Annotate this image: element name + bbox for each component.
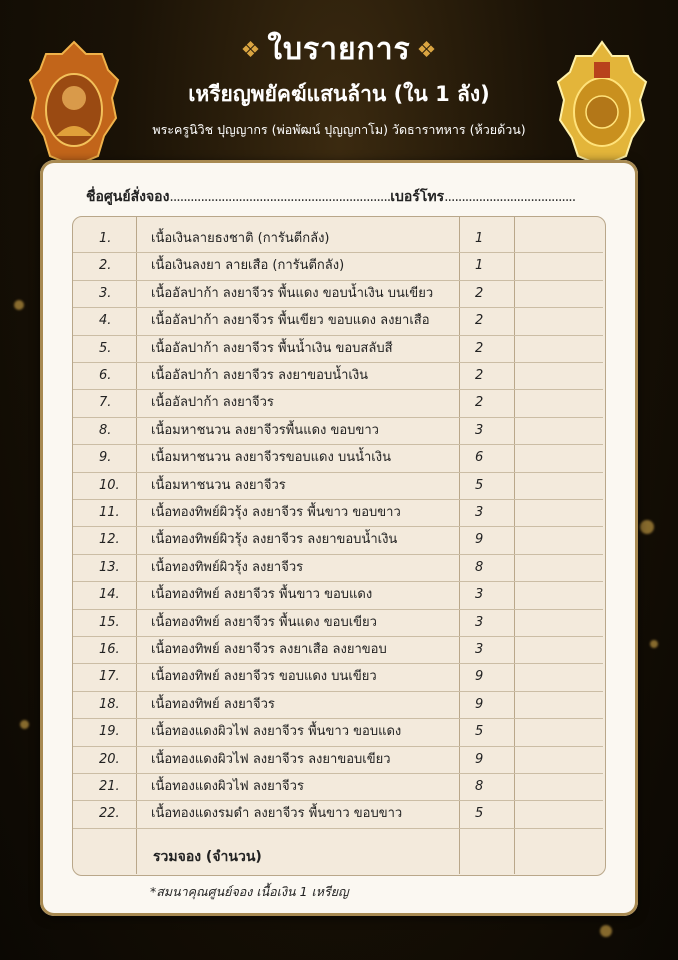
row-quantity: 2 (475, 285, 484, 301)
row-number: 10. (99, 477, 120, 493)
row-order-cell[interactable] (515, 499, 603, 526)
row-quantity: 2 (475, 395, 484, 411)
sparkle (14, 300, 24, 310)
row-number: 8. (99, 422, 112, 438)
row-quantity: 3 (475, 614, 484, 630)
row-order-cell[interactable] (515, 280, 603, 307)
sparkle (650, 640, 658, 648)
row-order-cell[interactable] (515, 718, 603, 745)
row-separator (73, 828, 603, 829)
row-quantity: 1 (475, 231, 484, 246)
footnote: *สมนาคุณศูนย์จอง เนื้อเงิน 1 เหรียญ (150, 884, 349, 899)
row-description: เนื้อทองทิพย์ ลงยาจีวร ลงยาเสือ ลงยาขอบ (151, 642, 387, 657)
row-order-cell[interactable] (515, 362, 603, 389)
row-number: 2. (99, 258, 112, 274)
row-order-cell[interactable] (515, 773, 603, 800)
row-number: 15. (99, 614, 120, 630)
row-description: เนื้ออัลปาก้า ลงยาจีวร พื้นแดง ขอบน้ำเงิน บนเขียว (151, 285, 434, 301)
table-row (73, 472, 603, 499)
sparkle (600, 925, 612, 937)
row-quantity: 2 (475, 340, 484, 356)
table-row (73, 526, 603, 553)
ornament-icon: ❖ (416, 38, 438, 63)
table-row (73, 389, 603, 416)
row-number: 11. (99, 505, 120, 520)
table-row (73, 417, 603, 444)
row-description: เนื้อทองทิพย์ผิวรุ้ง ลงยาจีวร (151, 559, 304, 575)
row-description: เนื้ออัลปาก้า ลงยาจีวร ลงยาขอบน้ำเงิน (151, 368, 369, 383)
row-description: เนื้อทองแดงรมดำ ลงยาจีวร พื้นขาว ขอบขาว (151, 806, 403, 822)
table-row (73, 280, 603, 307)
row-quantity: 1 (475, 258, 484, 274)
row-quantity: 5 (475, 724, 484, 740)
row-order-cell[interactable] (515, 609, 603, 636)
row-description: เนื้อทองทิพย์ ลงยาจีวร พื้นขาว ขอบแดง (151, 587, 373, 603)
row-quantity: 2 (475, 313, 484, 329)
row-order-cell[interactable] (515, 691, 603, 718)
table-row (73, 581, 603, 608)
row-order-cell[interactable] (515, 335, 603, 362)
table-row (73, 499, 603, 526)
table-row (73, 554, 603, 581)
row-order-cell[interactable] (515, 581, 603, 608)
table-row (73, 746, 603, 773)
ornament-icon: ❖ (240, 38, 262, 63)
row-description: เนื้อเงินลงยา ลายเสือ (การันตีกลัง) (151, 258, 345, 274)
table-row (73, 773, 603, 800)
table-row (73, 225, 603, 252)
row-description: เนื้อทองทิพย์ ลงยาจีวร ขอบแดง บนเขียว (151, 669, 377, 685)
row-description: เนื้อทองทิพย์ผิวรุ้ง ลงยาจีวร ลงยาขอบน้ำเงิน (151, 532, 398, 548)
row-description: เนื้อมหาชนวน ลงยาจีวรขอบแดง บนน้ำเงิน (151, 450, 391, 466)
row-quantity: 2 (475, 368, 484, 383)
row-description: เนื้ออัลปาก้า ลงยาจีวร พื้นเขียว ขอบแดง ลงยาเสือ (151, 313, 430, 329)
sparkle (20, 720, 29, 729)
row-number: 3. (99, 285, 112, 301)
row-quantity: 8 (475, 779, 484, 794)
row-order-cell[interactable] (515, 746, 603, 773)
row-quantity: 3 (475, 642, 484, 657)
row-order-cell[interactable] (515, 526, 603, 553)
row-description: เนื้อทองทิพย์ผิวรุ้ง ลงยาจีวร พื้นขาว ขอบขาว (151, 505, 401, 520)
table-row (73, 691, 603, 718)
row-quantity: 3 (475, 422, 484, 438)
row-quantity: 5 (475, 806, 484, 822)
row-quantity: 3 (475, 587, 484, 603)
table-row (73, 609, 603, 636)
page-subtitle: เหรียญพยัคฆ์แสนล้าน (ใน 1 ลัง) (188, 82, 490, 106)
sparkle (640, 520, 654, 534)
row-order-cell[interactable] (515, 444, 603, 471)
table-row (73, 663, 603, 690)
table-row (73, 335, 603, 362)
row-order-cell[interactable] (515, 800, 603, 827)
row-description: เนื้อทองแดงผิวไฟ ลงยาจีวร (151, 779, 304, 794)
row-quantity: 9 (475, 669, 484, 685)
table-row (73, 444, 603, 471)
row-number: 16. (99, 642, 120, 657)
row-number: 6. (99, 368, 112, 383)
row-number: 14. (99, 587, 120, 603)
row-number: 7. (99, 395, 112, 411)
row-quantity: 6 (475, 450, 484, 466)
row-description: เนื้อทองแดงผิวไฟ ลงยาจีวร พื้นขาว ขอบแดง (151, 724, 402, 740)
row-quantity: 9 (475, 696, 484, 712)
row-number: 17. (99, 669, 120, 685)
phone-field[interactable]: ...................................... (444, 189, 576, 205)
table-row (73, 362, 603, 389)
row-order-cell[interactable] (515, 636, 603, 663)
title-text: ใบรายการ (267, 32, 411, 67)
row-description: เนื้ออัลปาก้า ลงยาจีวร (151, 395, 274, 411)
row-description: เนื้อทองทิพย์ ลงยาจีวร (151, 696, 275, 712)
row-number: 19. (99, 724, 120, 740)
row-order-cell[interactable] (515, 663, 603, 690)
table-row (73, 636, 603, 663)
page-title (0, 26, 678, 73)
table-row (73, 307, 603, 334)
row-order-cell[interactable] (515, 252, 603, 279)
row-order-cell[interactable] (515, 417, 603, 444)
row-description: เนื้อเงินลายธงชาติ (การันตีกลัง) (151, 231, 330, 246)
row-order-cell[interactable] (515, 225, 603, 252)
row-order-cell[interactable] (515, 389, 603, 416)
order-form-line (86, 186, 606, 208)
row-order-cell[interactable] (515, 307, 603, 334)
center-field[interactable]: ................................................................ (169, 189, 391, 205)
row-number: 20. (99, 751, 120, 767)
row-order-cell[interactable] (515, 554, 603, 581)
table-row (73, 718, 603, 745)
row-number: 1. (99, 231, 112, 246)
row-number: 21. (99, 779, 120, 794)
row-quantity: 9 (475, 751, 484, 767)
row-number: 13. (99, 559, 120, 575)
table-row (73, 252, 603, 279)
center-label: ชื่อศูนย์สั่งจอง (86, 189, 170, 205)
row-description: เนื้อมหาชนวน ลงยาจีวร (151, 477, 286, 493)
row-description: เนื้อทองทิพย์ ลงยาจีวร พื้นแดง ขอบเขียว (151, 614, 377, 630)
row-quantity: 9 (475, 532, 484, 548)
row-number: 9. (99, 450, 112, 466)
row-number: 12. (99, 532, 120, 548)
row-quantity: 3 (475, 505, 484, 520)
total-label: รวมจอง (จำนวน) (153, 849, 262, 865)
phone-label: เบอร์โทร (390, 189, 445, 205)
row-number: 18. (99, 696, 120, 712)
row-number: 4. (99, 313, 112, 329)
row-quantity: 5 (475, 477, 484, 493)
row-number: 22. (99, 806, 120, 822)
row-description: เนื้อมหาชนวน ลงยาจีวรพื้นแดง ขอบขาว (151, 422, 379, 438)
table-row (73, 800, 603, 827)
row-number: 5. (99, 340, 112, 356)
row-description: เนื้ออัลปาก้า ลงยาจีวร พื้นน้ำเงิน ขอบสลับสี (151, 340, 393, 356)
monk-temple-line: พระครูนิวิช ปุญญากร (พ่อพัฒน์ ปุญญกาโม) วัดธาราทหาร (ห้วยด้วน) (152, 122, 526, 137)
row-order-cell[interactable] (515, 472, 603, 499)
row-description: เนื้อทองแดงผิวไฟ ลงยาจีวร ลงยาขอบเขียว (151, 751, 391, 767)
row-quantity: 8 (475, 559, 484, 575)
